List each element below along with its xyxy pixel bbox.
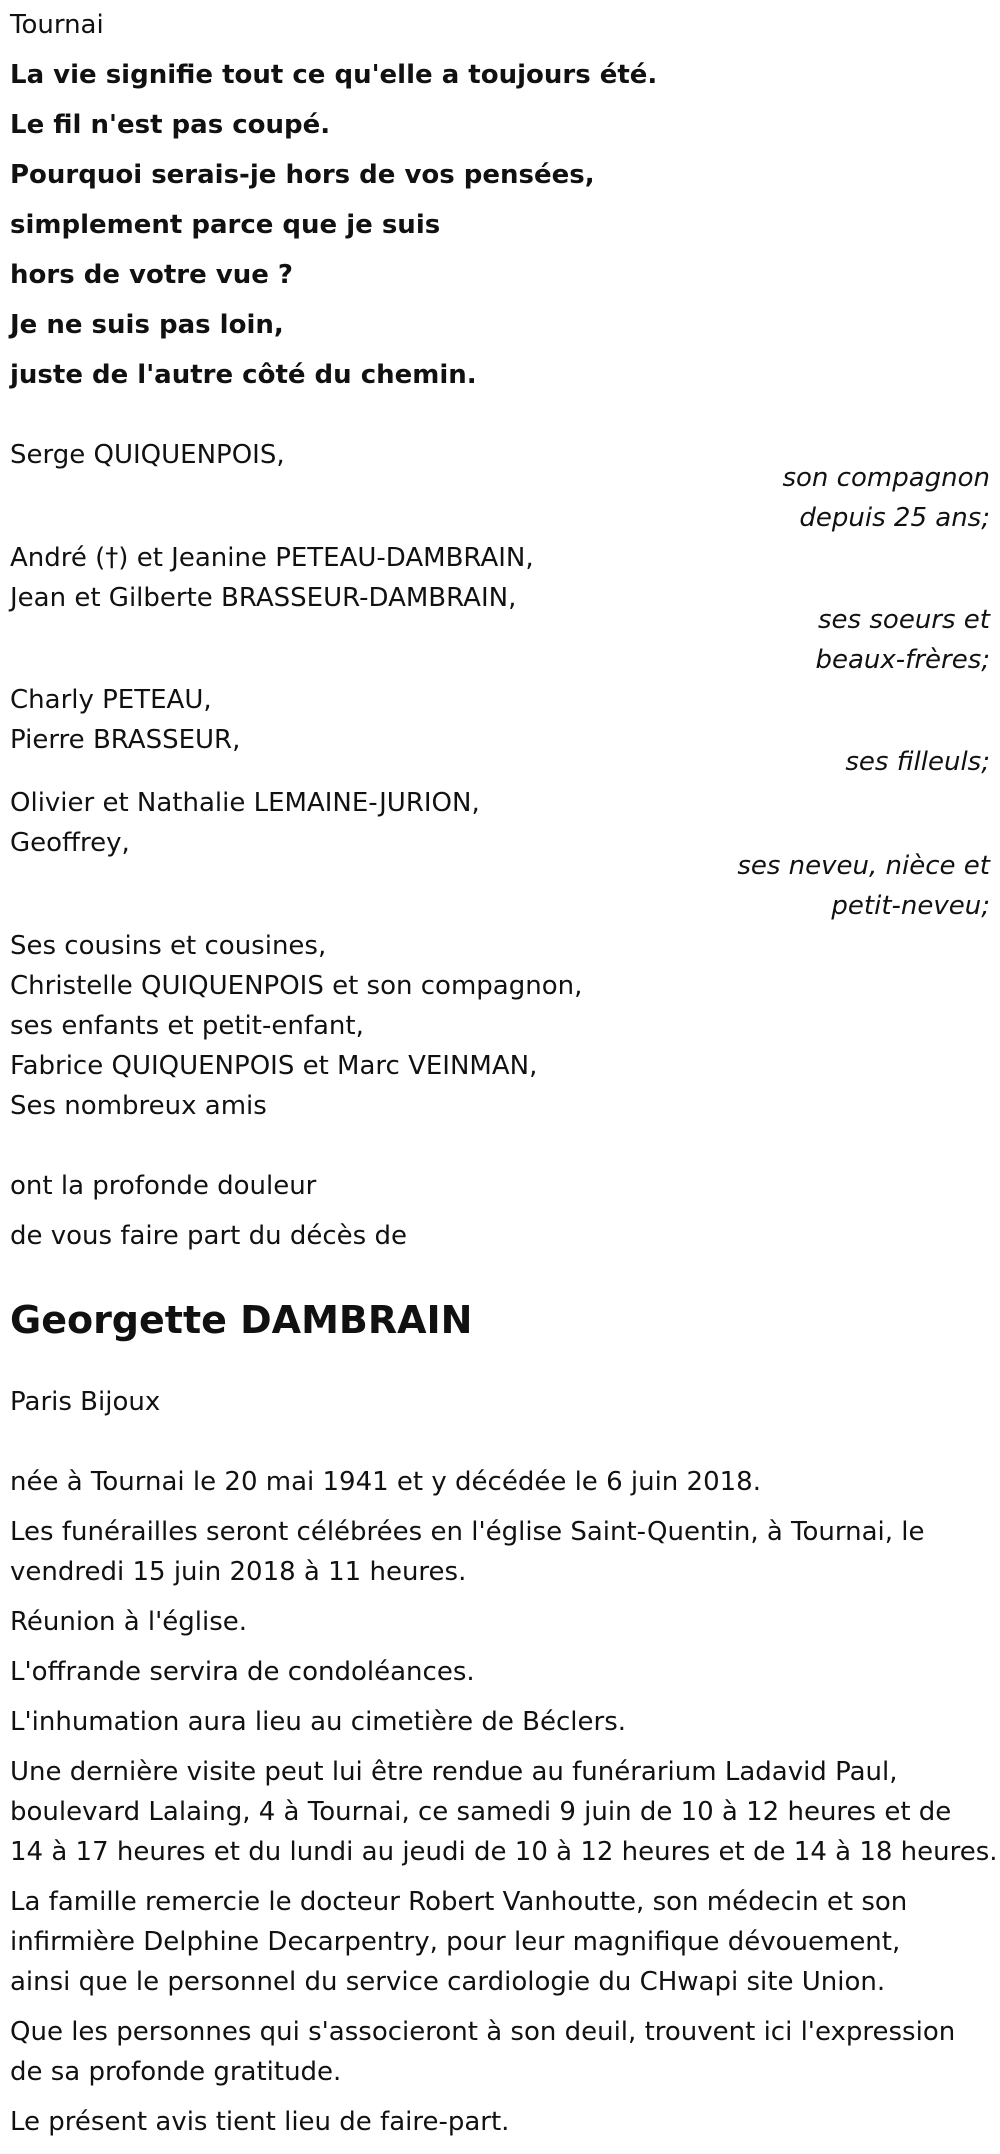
funeral-line: Les funérailles seront célébrées en l'église Saint-Quentin, à Tournai, le <box>10 1517 925 1547</box>
offering-line: L'offrande servira de condoléances. <box>10 1657 475 1687</box>
poem-line: juste de l'autre côté du chemin. <box>10 360 477 390</box>
thanks-line: infirmière Delphine Decarpentry, pour leur magnifique dévouement, <box>10 1927 901 1957</box>
family-role: ses soeurs et <box>818 605 990 635</box>
gratitude-line: de sa profonde gratitude. <box>10 2057 342 2087</box>
family-member: Olivier et Nathalie LEMAINE-JURION, <box>10 788 480 818</box>
gratitude-line: Que les personnes qui s'associeront à son deuil, trouvent ici l'expression <box>10 2017 956 2047</box>
nickname: Paris Bijoux <box>10 1387 161 1417</box>
poem-line: Pourquoi serais-je hors de vos pensées, <box>10 160 595 190</box>
visit-line: boulevard Lalaing, 4 à Tournai, ce samedi 9 juin de 10 à 12 heures et de <box>10 1797 952 1827</box>
thanks-line: La famille remercie le docteur Robert Vanhoutte, son médecin et son <box>10 1887 908 1917</box>
family-member: Ses nombreux amis <box>10 1091 267 1121</box>
announcement-line: de vous faire part du décès de <box>10 1221 407 1251</box>
family-role: ses neveu, nièce et <box>737 851 990 881</box>
family-role: son compagnon <box>782 463 990 493</box>
family-member: André (†) et Jeanine PETEAU-DAMBRAIN, <box>10 543 534 573</box>
poem-line: Je ne suis pas loin, <box>10 310 284 340</box>
family-member: ses enfants et petit-enfant, <box>10 1011 364 1041</box>
burial-line: L'inhumation aura lieu au cimetière de Béclers. <box>10 1707 627 1737</box>
birth-death-line: née à Tournai le 20 mai 1941 et y décédée le 6 juin 2018. <box>10 1467 761 1497</box>
visit-line: Une dernière visite peut lui être rendue au funérarium Ladavid Paul, <box>10 1757 898 1787</box>
family-member: Charly PETEAU, <box>10 685 212 715</box>
funeral-line: vendredi 15 juin 2018 à 11 heures. <box>10 1557 467 1587</box>
family-member: Jean et Gilberte BRASSEUR-DAMBRAIN, <box>10 583 517 613</box>
family-member: Christelle QUIQUENPOIS et son compagnon, <box>10 971 583 1001</box>
family-member: Fabrice QUIQUENPOIS et Marc VEINMAN, <box>10 1051 538 1081</box>
visit-line: 14 à 17 heures et du lundi au jeudi de 10 à 12 heures et de 14 à 18 heures. <box>10 1837 998 1867</box>
closing-line: Le présent avis tient lieu de faire-part. <box>10 2107 510 2137</box>
poem-line: Le fil n'est pas coupé. <box>10 110 331 140</box>
family-member: Ses cousins et cousines, <box>10 931 327 961</box>
family-role: ses filleuls; <box>845 747 990 777</box>
poem-line: hors de votre vue ? <box>10 260 293 290</box>
family-role: beaux-frères; <box>815 645 990 675</box>
family-member: Geoffrey, <box>10 828 130 858</box>
thanks-line: ainsi que le personnel du service cardiologie du CHwapi site Union. <box>10 1967 886 1997</box>
family-role: petit-neveu; <box>831 891 990 921</box>
deceased-name: Georgette DAMBRAIN <box>10 1298 473 1342</box>
place-heading: Tournai <box>10 10 104 40</box>
family-role: depuis 25 ans; <box>799 503 990 533</box>
poem-line: simplement parce que je suis <box>10 210 441 240</box>
meeting-line: Réunion à l'église. <box>10 1607 248 1637</box>
announcement-line: ont la profonde douleur <box>10 1171 317 1201</box>
family-member: Pierre BRASSEUR, <box>10 725 241 755</box>
family-member: Serge QUIQUENPOIS, <box>10 440 285 470</box>
poem-line: La vie signifie tout ce qu'elle a toujours été. <box>10 60 658 90</box>
